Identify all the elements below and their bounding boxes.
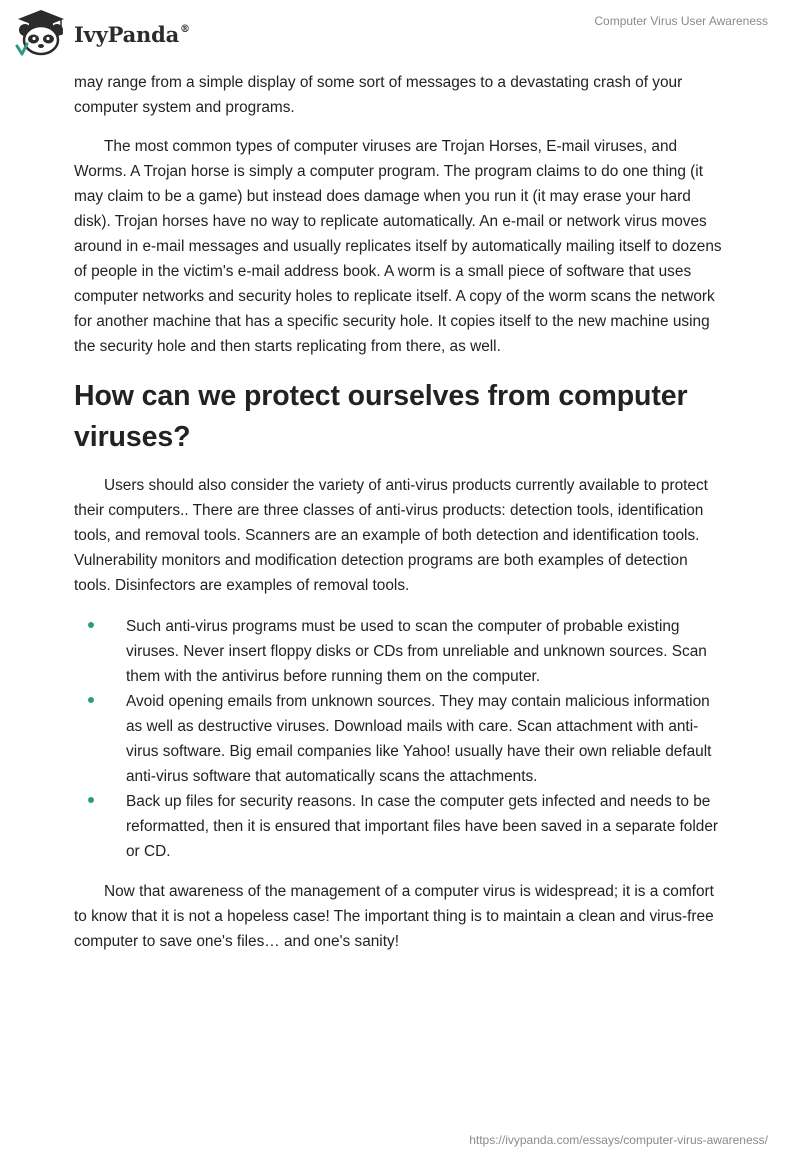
list-item-text: Avoid opening emails from unknown sources. They may contain malicious information as well as destructive viruses. Download mails with care. Scan attachment with anti-virus software. Big email companies like Yahoo! usually have their own reliable default anti-virus software that automatically scans the attachments. [126,693,712,785]
ivypanda-logo[interactable] [14,8,190,58]
list-item [74,789,726,864]
bullet-icon [88,622,94,628]
section-heading: How can we protect ourselves from computer viruses? [74,380,688,453]
paragraph-continued: may range from a simple display of some sort of messages to a devastating crash of your computer system and programs. [74,74,683,116]
paragraph-antivirus-products: Users should also consider the variety of anti-virus products currently available to protect their computers.. There are three classes of anti-virus products: detection tools, identification tools, and removal tools. Scanners are an example of both detection and identification tools. Vulnerability monitors and modification detection programs are both examples of detection tools. Disinfectors are examples of removal tools. [74,477,708,594]
paragraph-virus-types: The most common types of computer viruses are Trojan Horses, E-mail viruses, and Worms. A Trojan horse is simply a computer program. The program claims to do one thing (it may claim to be a game) but instead does damage when you run it (it may erase your hard disk). Trojan horses have no way to replicate automatically. An e-mail or network virus moves around in e-mail messages and usually replicates itself by automatically mailing itself to dozens of people in the victim's e-mail address book. A worm is a small piece of software that uses computer networks and security holes to replicate itself. A copy of the worm scans the network for another machine that has a specific security hole. It copies itself to the new machine using the security hole and then starts replicating from there, as well. [74,138,722,355]
list-item-text: Such anti-virus programs must be used to scan the computer of probable existing viruses. Never insert floppy disks or CDs from unreliable and unknown sources. Scan them with the antivirus before running them on the computer. [126,618,707,685]
list-item [74,614,726,689]
list-item-text: Back up files for security reasons. In case the computer gets infected and needs to be reformatted, then it is ensured that important files have been saved in a separate folder or CD. [126,793,719,860]
protection-tips-list [74,614,726,864]
document-title: Computer Virus User Awareness [594,14,768,28]
bullet-icon [88,697,94,703]
logo-wordmark: IvyPanda® [74,21,190,47]
essay-content [74,70,726,954]
bullet-icon [88,797,94,803]
source-url[interactable]: https://ivypanda.com/essays/computer-virus-awareness/ [469,1133,768,1147]
paragraph-conclusion: Now that awareness of the management of a computer virus is widespread; it is a comfort to know that it is not a hopeless case! The important thing is to maintain a clean and virus-free computer to save one's files… and one's sanity! [74,883,714,950]
list-item [74,689,726,789]
panda-graduate-icon [14,8,68,58]
page-header [0,0,800,70]
